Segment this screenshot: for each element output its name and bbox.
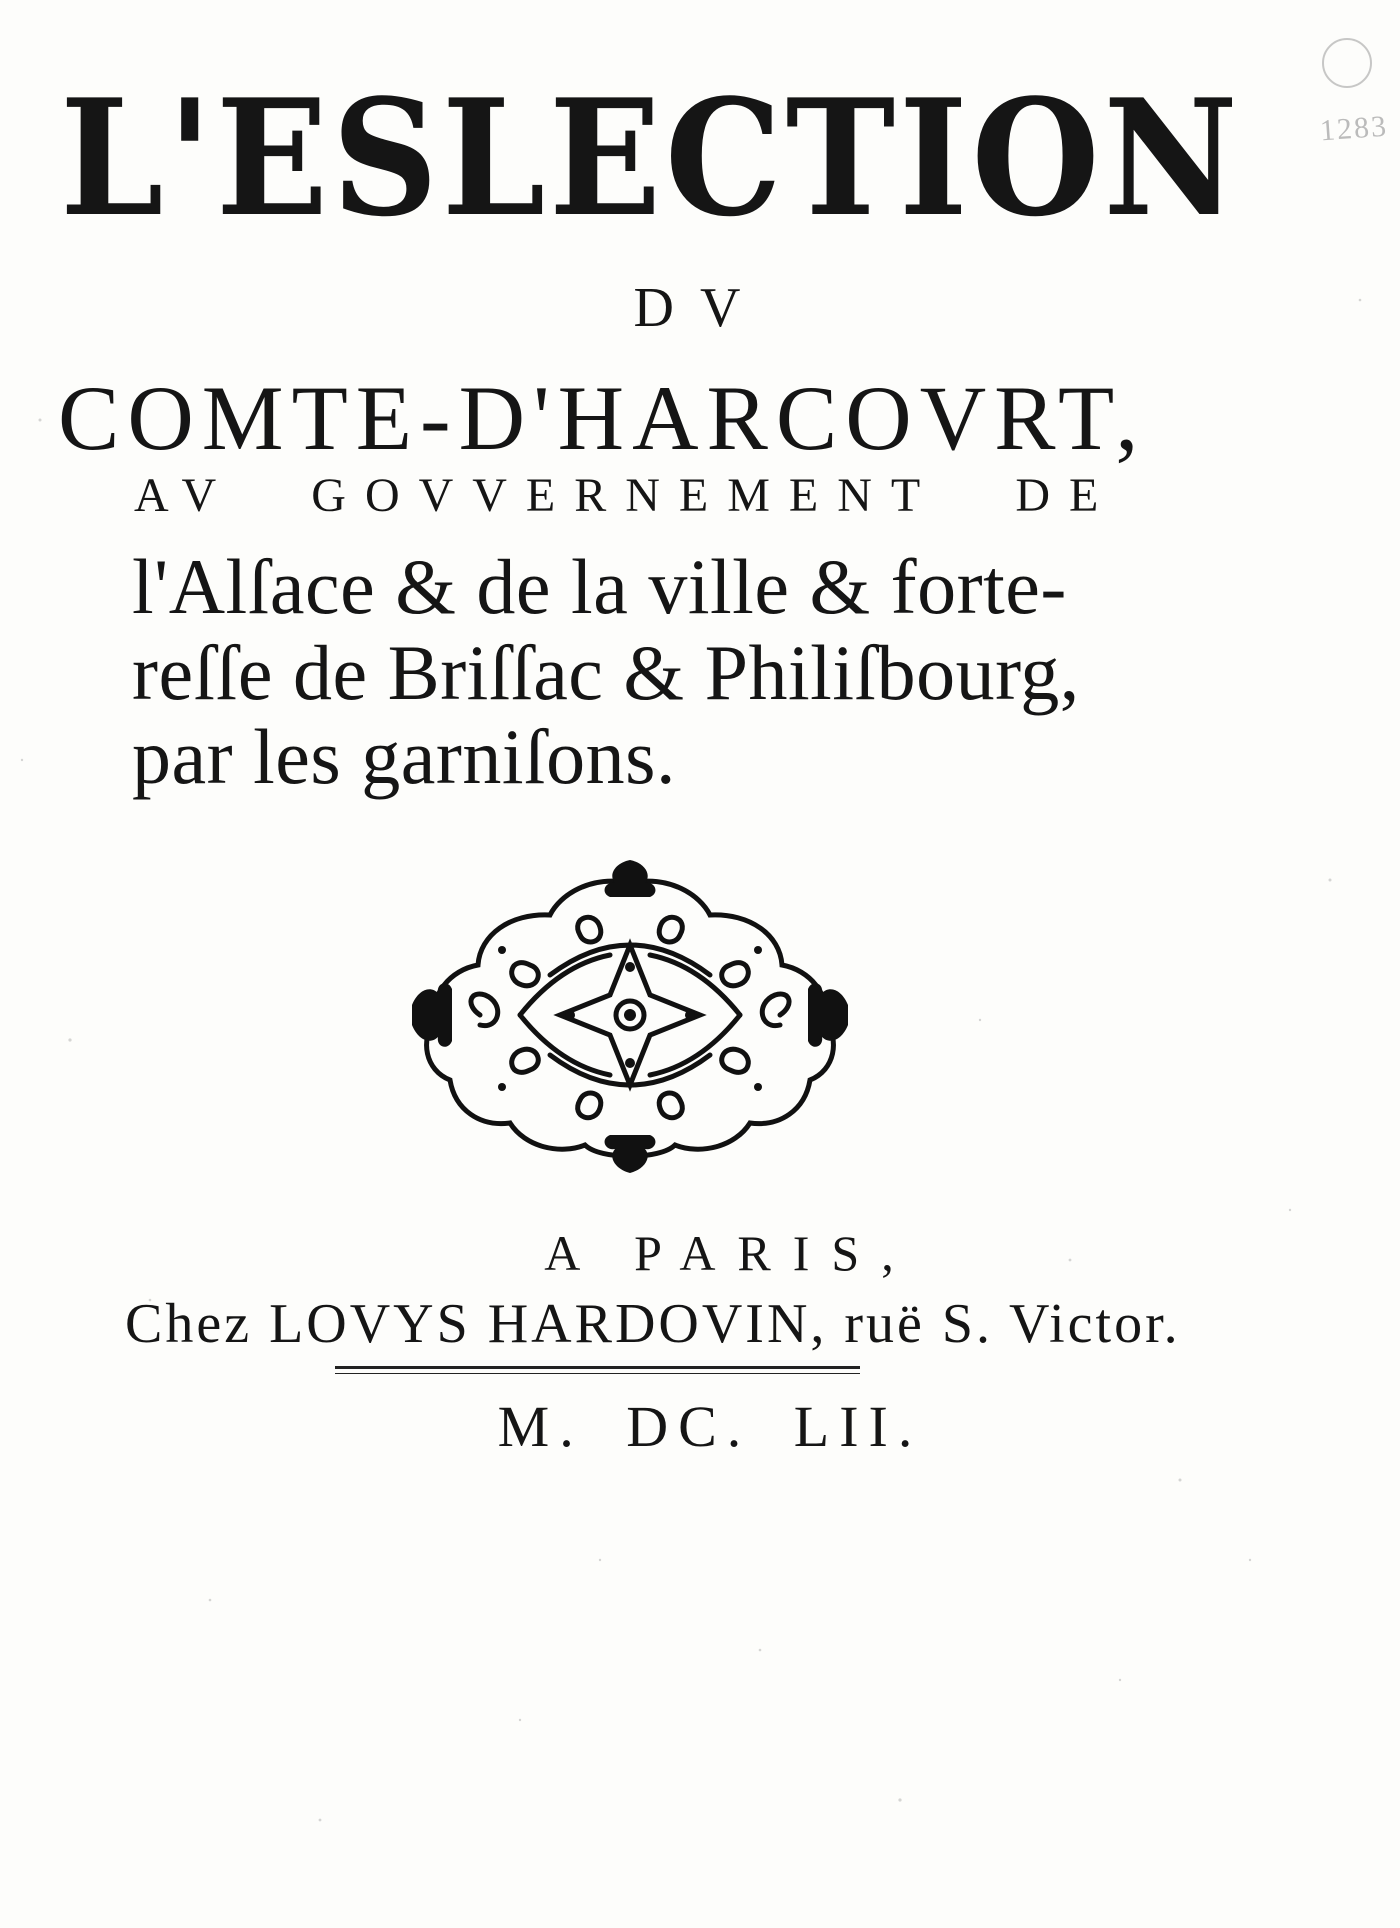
library-stamp [1322,38,1372,88]
shelfmark-note: 1283 [1318,109,1390,148]
title-comte: COMTE-D'HARCOVRT, [58,367,1147,469]
imprint-city: A PARIS, [544,1225,916,1281]
title-main: L'ESLECTION [60,64,1242,252]
imprint-rule-divider [335,1366,860,1376]
imprint-publisher: Chez LOVYS HARDOVIN, ruë S. Victor. [125,1293,1181,1355]
subtitle-line-2: reſſe de Briſſac & Philiſbourg, [132,629,1080,716]
subtitle-line-3: par les garniſons. [132,713,677,800]
title-du: DV [633,277,767,339]
imprint-date: M. DC. LII. [497,1394,923,1459]
fleuron-ornament-icon [410,855,850,1175]
title-gouvernement: AV GOVVERNEMENT DE [134,469,1118,522]
subtitle-line-1: l'Alſace & de la ville & forte- [132,543,1067,630]
